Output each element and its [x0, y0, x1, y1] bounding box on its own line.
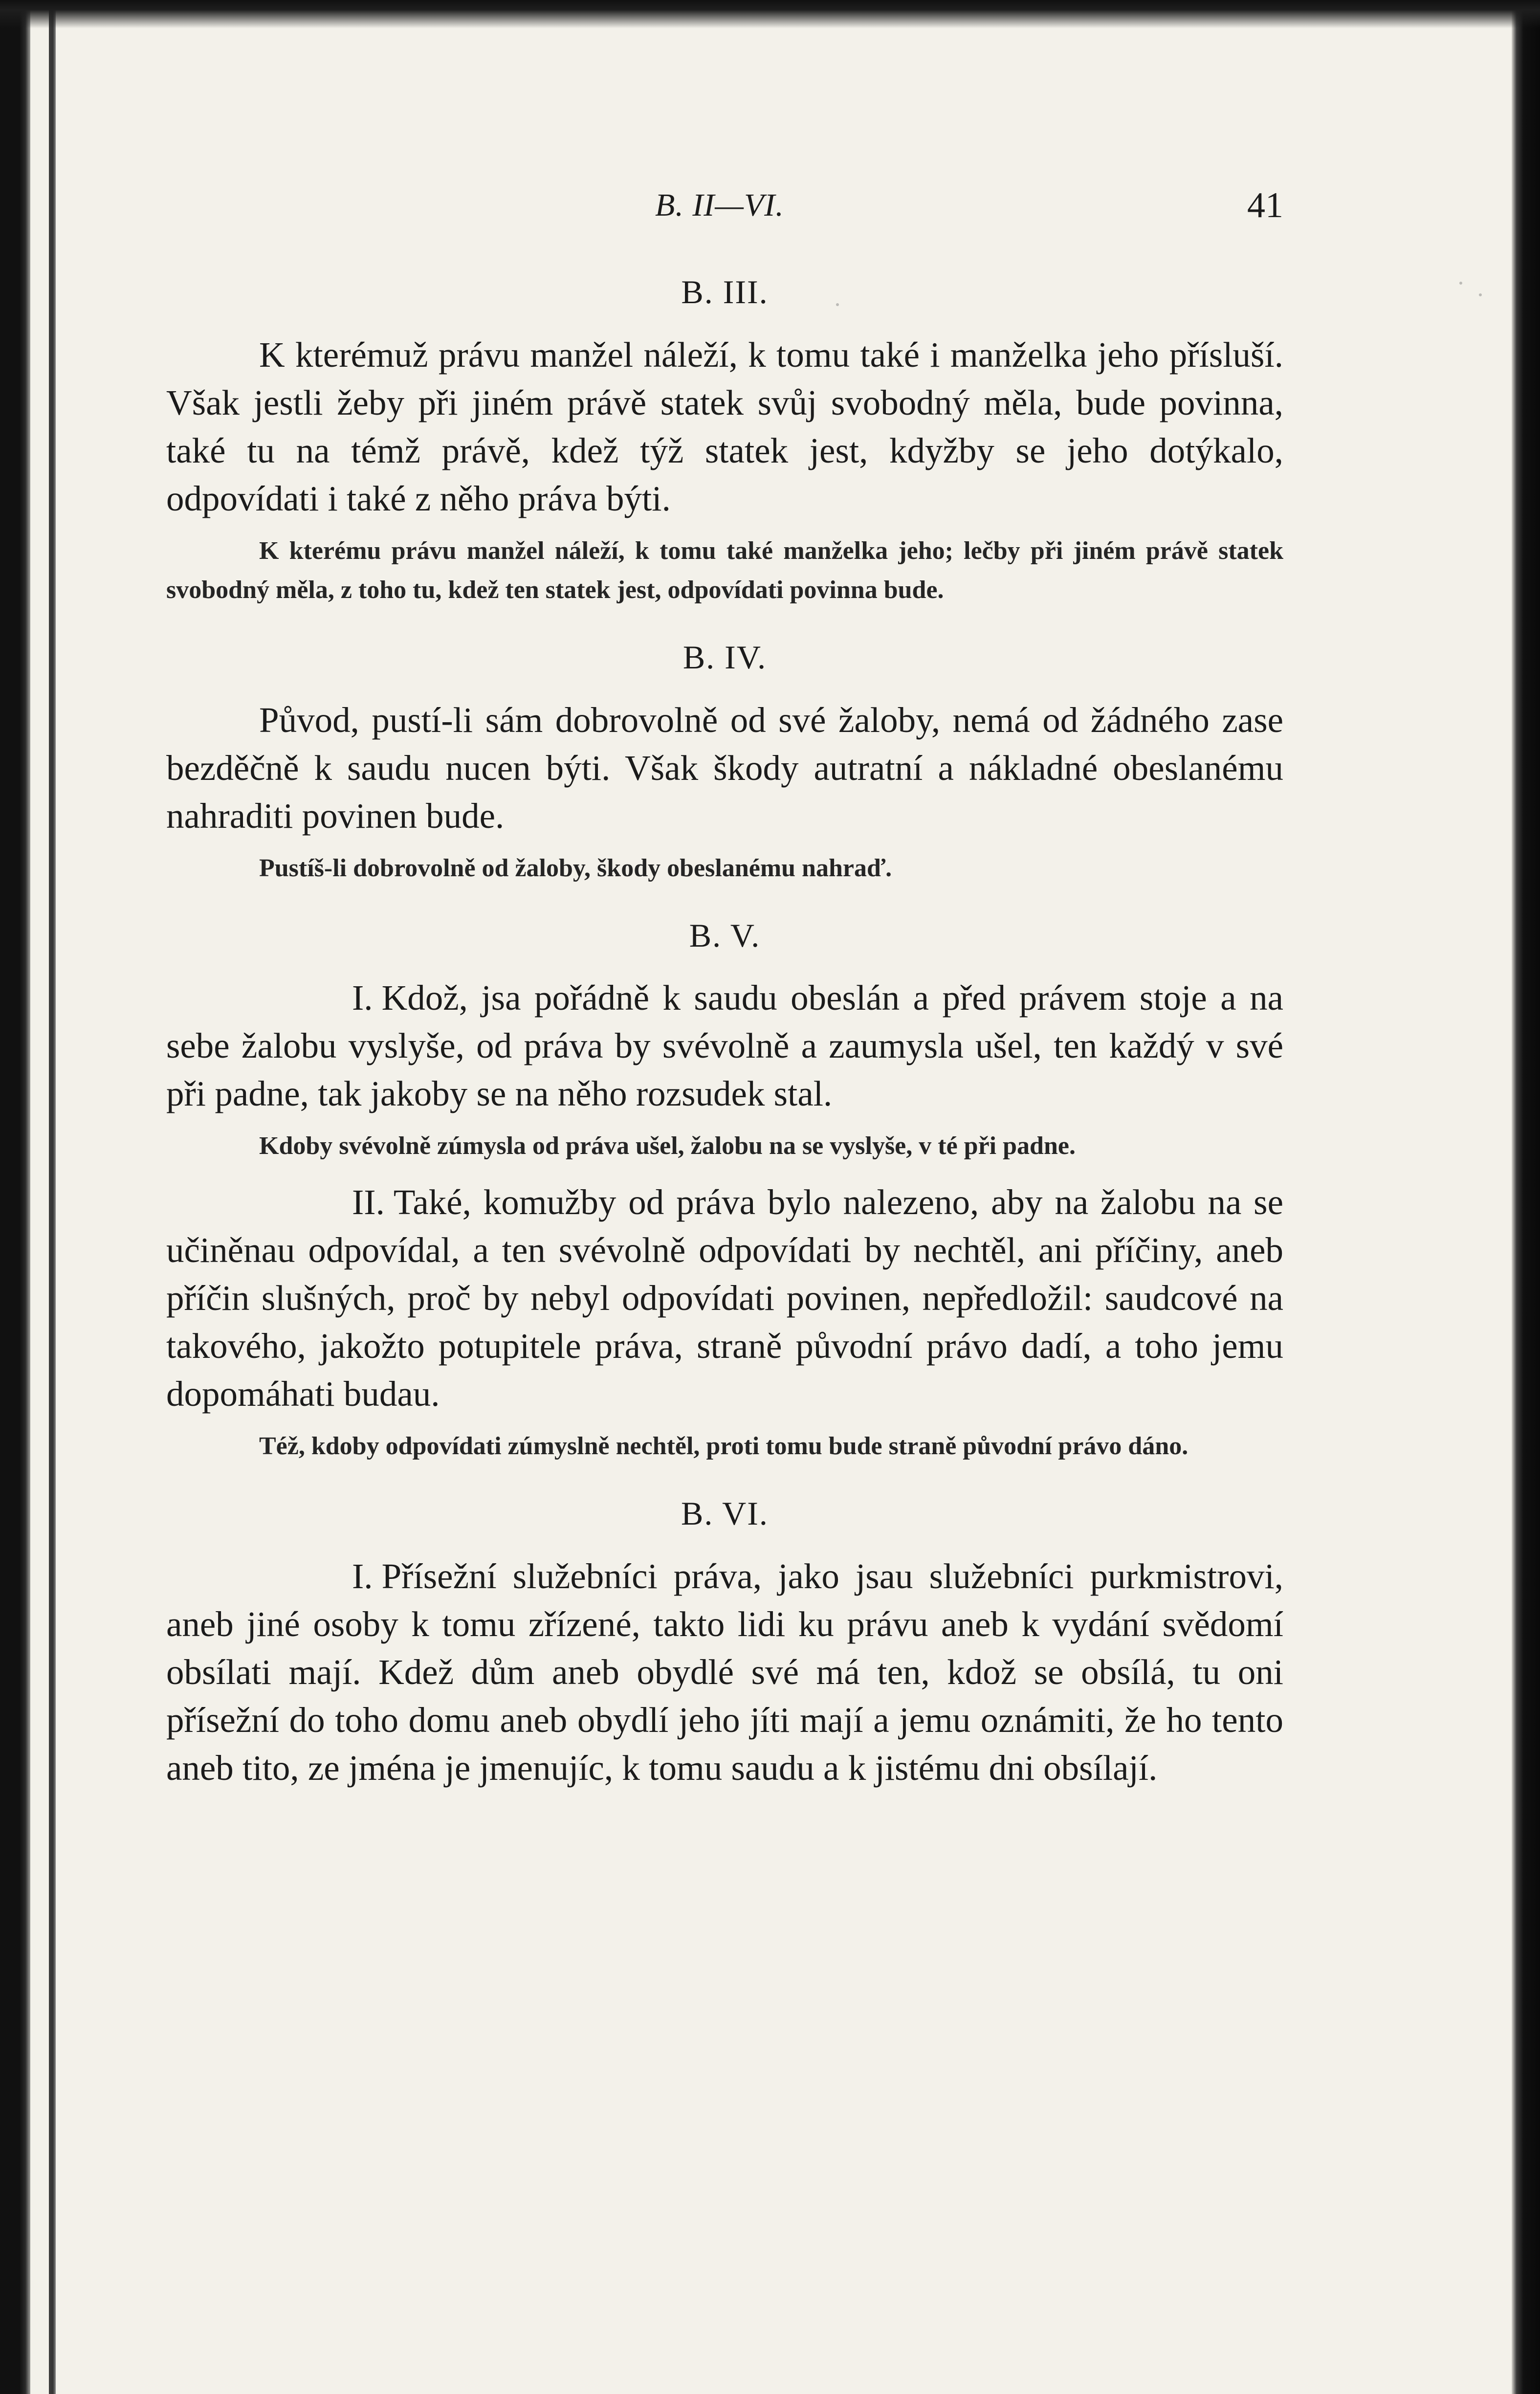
scan-top-shadow [0, 0, 1540, 28]
section-b-iv [166, 639, 1283, 888]
scan-right-edge [1512, 0, 1540, 2394]
paragraph-number: II. [352, 1182, 385, 1222]
page-number: 41 [1247, 185, 1283, 225]
main-paragraph [166, 974, 1283, 1118]
main-paragraph: Původ, pustí-li sám dobrovolně od své žaloby, nemá od žádného zase bezděčně k saudu nucen býti. Však škody autratní a nákladné obeslanému nahraditi povinen bude. [166, 700, 1283, 836]
paragraph-text: Přísežní služebníci práva, jako jsau služebníci purkmistrovi, aneb jiné osoby k tomu zřízené, takto lidi ku právu aneb k vydání svědomí obsílati mají. Kdež dům aneb obydlé své má ten, kdož se obsílá, tu oni přísežní do toho domu aneb obydlí jeho jíti mají a jemu oznámiti, že ho tento aneb tito, ze jména je jmenujíc, k tomu saudu a k jistému dni obsílají. [166, 1556, 1283, 1788]
document-page [166, 176, 1283, 2279]
paragraph-number: I. [352, 978, 373, 1018]
paragraph-block [166, 1178, 1283, 1466]
main-paragraph [166, 1178, 1283, 1418]
section-heading: B. III. [681, 273, 769, 310]
main-paragraph [166, 1552, 1283, 1792]
paragraph-text: Také, komužby od práva bylo nalezeno, aby na žalobu na se učiněnau odpovídal, a ten svévolně odpovídati by nechtěl, ani příčiny, aneb příčin slušných, proč by nebyl odpovídati povinen, nepředložil: saudcové na takového, jakožto potupitele práva, straně původní právo dadí, a toho jemu dopomáhati budau. [166, 1182, 1283, 1414]
summary-note: K kterému právu manžel náleží, k tomu také manželka jeho; lečby při jiném právě statek svobodný měla, z toho tu, kdež ten statek jest, odpovídati povinna bude. [166, 536, 1283, 604]
paragraph-text: Kdož, jsa pořádně k saudu obeslán a před právem stoje a na sebe žalobu vyslyše, od práva by svévolně a zaumysla ušel, ten každý v své při padne, tak jakoby se na něho rozsudek stal. [166, 978, 1283, 1114]
main-paragraph: K kterémuž právu manžel náleží, k tomu také i manželka jeho přísluší. Však jestli žeby při jiném právě statek svůj svobodný měla, bude povinna, také tu na témž právě, kdež týž statek jest, kdyžby se jeho dotýkalo, odpovídati i také z něho práva býti. [166, 334, 1283, 518]
paragraph-block [166, 974, 1283, 1166]
section-heading: B. VI. [681, 1495, 769, 1532]
running-head-title: B. II—VI. [655, 187, 784, 223]
section-b-v [166, 917, 1283, 1466]
scan-binding-shadow [49, 0, 56, 2394]
paper-speck [1479, 293, 1482, 296]
paragraph-block [166, 1552, 1283, 1792]
paper-speck [1459, 282, 1462, 285]
scan-left-edge [0, 0, 30, 2394]
paragraph-number: I. [352, 1556, 373, 1596]
running-header [166, 176, 1283, 244]
section-b-iii [166, 274, 1283, 610]
section-b-vi [166, 1495, 1283, 1792]
section-heading: B. IV. [682, 638, 767, 676]
summary-note: Pustíš-li dobrovolně od žaloby, škody obeslanému nahraď. [259, 854, 892, 882]
section-heading: B. V. [689, 916, 761, 954]
summary-note: Též, kdoby odpovídati zúmyslně nechtěl, proti tomu bude straně původní právo dáno. [259, 1432, 1188, 1461]
summary-note: Kdoby svévolně zúmysla od práva ušel, žalobu na se vyslyše, v té při padne. [259, 1132, 1076, 1160]
